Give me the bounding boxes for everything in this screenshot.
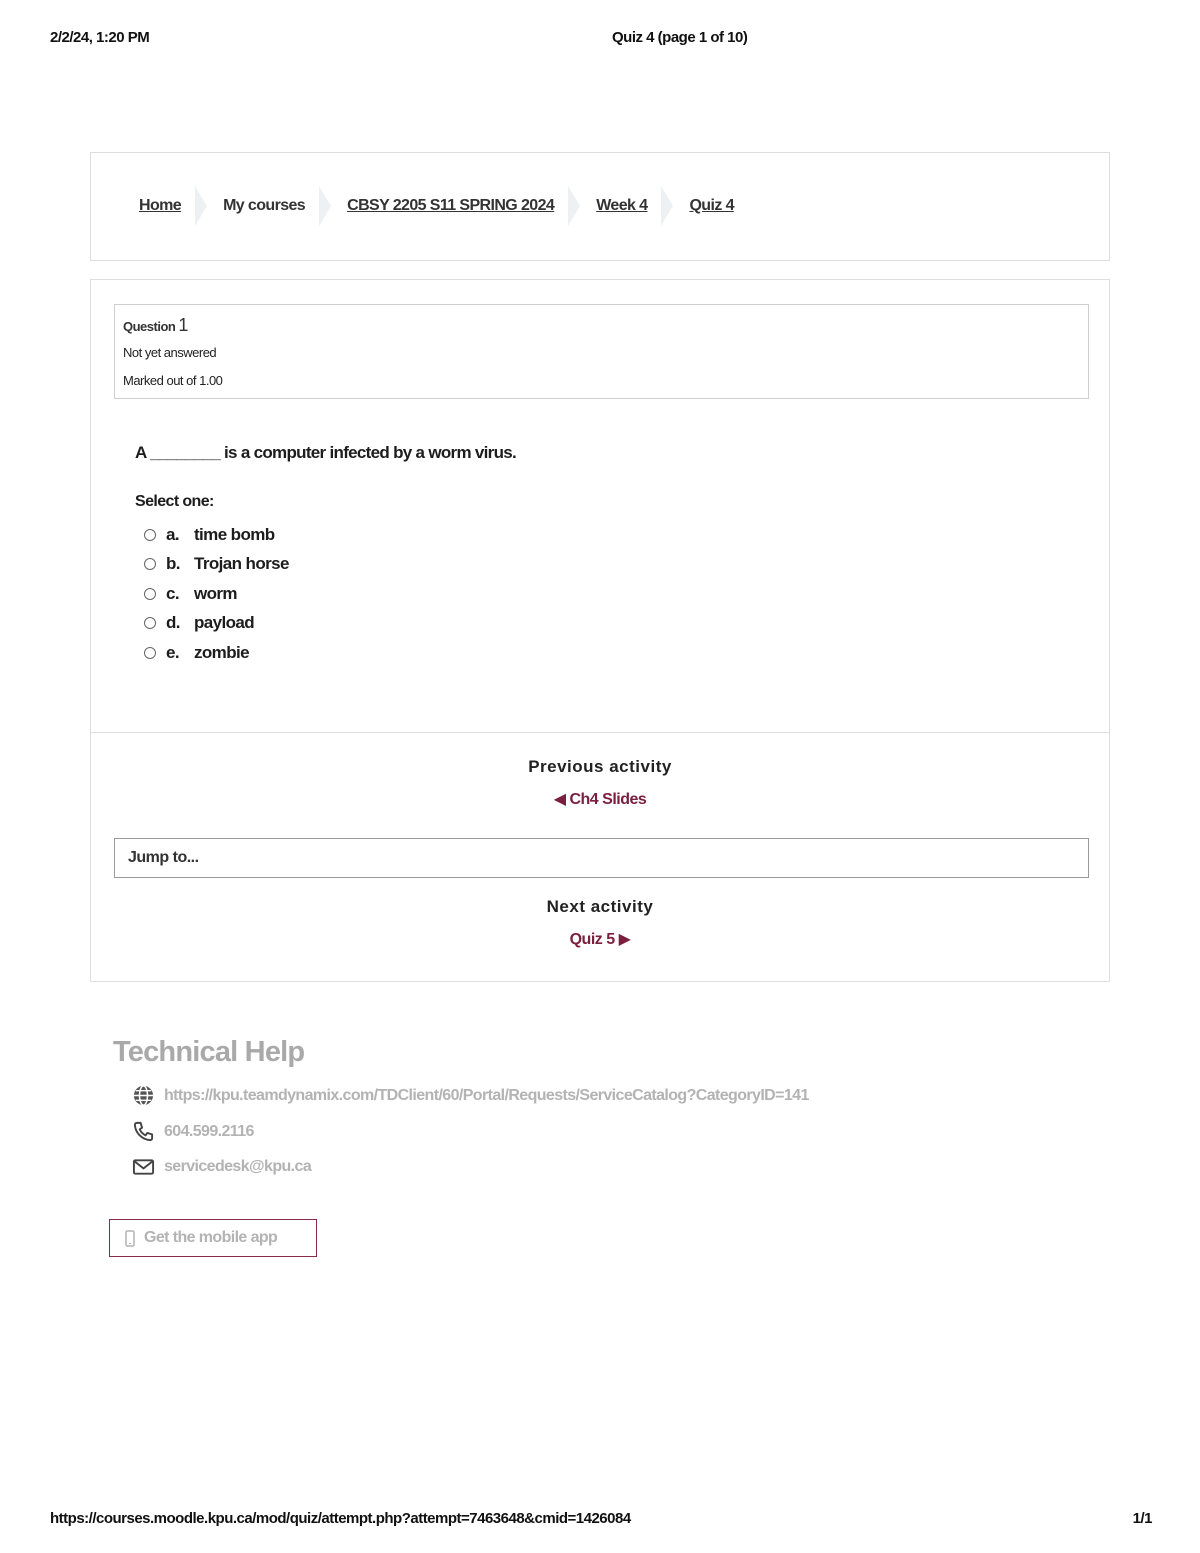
breadcrumb-card — [90, 152, 1110, 261]
radio-button-e[interactable] — [144, 647, 156, 659]
question-state: Not yet answered — [123, 345, 217, 360]
answer-text: payload — [194, 613, 255, 633]
breadcrumb-link-course[interactable]: CBSY 2205 S11 SPRING 2024 — [347, 197, 555, 214]
answer-letter: c. — [166, 583, 179, 603]
print-header — [50, 29, 1152, 49]
help-email-link[interactable]: servicedesk@kpu.ca — [164, 1158, 312, 1175]
answer-option-b[interactable] — [144, 550, 289, 580]
answer-text: zombie — [194, 642, 249, 662]
radio-button-b[interactable] — [144, 558, 156, 570]
answer-letter: a. — [166, 524, 179, 544]
answer-text: worm — [194, 583, 237, 603]
breadcrumb-link-home[interactable]: Home — [139, 197, 182, 214]
answer-option-d[interactable] — [144, 609, 289, 639]
help-url-link[interactable]: https://kpu.teamdynamix.com/TDClient/60/Portal/Requests/ServiceCatalog?CategoryID=141 — [164, 1086, 809, 1104]
technical-help-title: Technical Help — [113, 1036, 305, 1068]
breadcrumb-link-week[interactable]: Week 4 — [596, 197, 648, 214]
breadcrumb — [139, 186, 734, 226]
jump-to-select[interactable]: Jump to... — [114, 838, 1089, 878]
answer-letter: d. — [166, 613, 180, 633]
breadcrumb-separator — [319, 186, 333, 226]
mobile-phone-icon — [125, 1230, 135, 1247]
print-footer-url: https://courses.moodle.kpu.ca/mod/quiz/attempt.php?attempt=7463648&cmid=1426084 — [50, 1510, 631, 1527]
radio-button-d[interactable] — [144, 617, 156, 629]
question-text: A ________ is a computer infected by a worm virus. — [135, 443, 517, 462]
activity-navigation — [91, 732, 1109, 981]
answer-option-a[interactable] — [144, 520, 289, 550]
get-mobile-app-button[interactable] — [109, 1219, 317, 1257]
next-activity-link[interactable]: Quiz 5 ▶ — [569, 931, 631, 948]
answer-prompt: Select one: — [135, 493, 214, 510]
answer-letter: e. — [166, 642, 179, 662]
breadcrumb-item-week[interactable] — [596, 197, 647, 215]
breadcrumb-separator — [568, 186, 582, 226]
breadcrumb-item-course[interactable] — [347, 197, 554, 215]
print-footer-page: 1/1 — [1132, 1510, 1152, 1527]
next-activity-heading: Next activity — [546, 897, 654, 916]
answer-letter: b. — [166, 554, 180, 574]
help-email-row — [132, 1157, 311, 1177]
help-phone-link[interactable]: 604.599.2116 — [164, 1122, 254, 1140]
breadcrumb-separator — [661, 186, 675, 226]
question-number-value: 1 — [178, 315, 188, 335]
previous-activity-heading: Previous activity — [528, 757, 672, 776]
envelope-icon — [132, 1157, 155, 1177]
answer-text: time bomb — [194, 524, 275, 544]
question-info-box — [114, 304, 1089, 399]
help-phone-row — [132, 1120, 254, 1143]
quiz-card — [90, 279, 1110, 982]
answer-text: Trojan horse — [194, 554, 289, 574]
previous-activity-link[interactable]: ◀ Ch4 Slides — [553, 791, 647, 808]
print-datetime: 2/2/24, 1:20 PM — [50, 29, 150, 46]
phone-icon — [132, 1120, 155, 1143]
answer-options — [144, 520, 289, 668]
question-label: Question — [123, 319, 176, 334]
question-grade: Marked out of 1.00 — [123, 373, 223, 388]
print-title: Quiz 4 (page 1 of 10) — [612, 29, 748, 46]
question-number — [123, 315, 188, 336]
breadcrumb-link-quiz[interactable]: Quiz 4 — [689, 197, 734, 214]
breadcrumb-item-my-courses — [223, 197, 305, 215]
help-url-row — [132, 1084, 809, 1107]
breadcrumb-text-my-courses: My courses — [223, 197, 306, 214]
radio-button-c[interactable] — [144, 588, 156, 600]
breadcrumb-item-home[interactable] — [139, 197, 181, 215]
breadcrumb-separator — [195, 186, 209, 226]
globe-icon — [132, 1084, 155, 1107]
breadcrumb-item-quiz[interactable] — [689, 197, 733, 215]
get-mobile-app-label: Get the mobile app — [144, 1229, 278, 1246]
answer-option-c[interactable] — [144, 579, 289, 609]
print-footer — [50, 1510, 1152, 1530]
answer-option-e[interactable] — [144, 638, 289, 668]
radio-button-a[interactable] — [144, 529, 156, 541]
